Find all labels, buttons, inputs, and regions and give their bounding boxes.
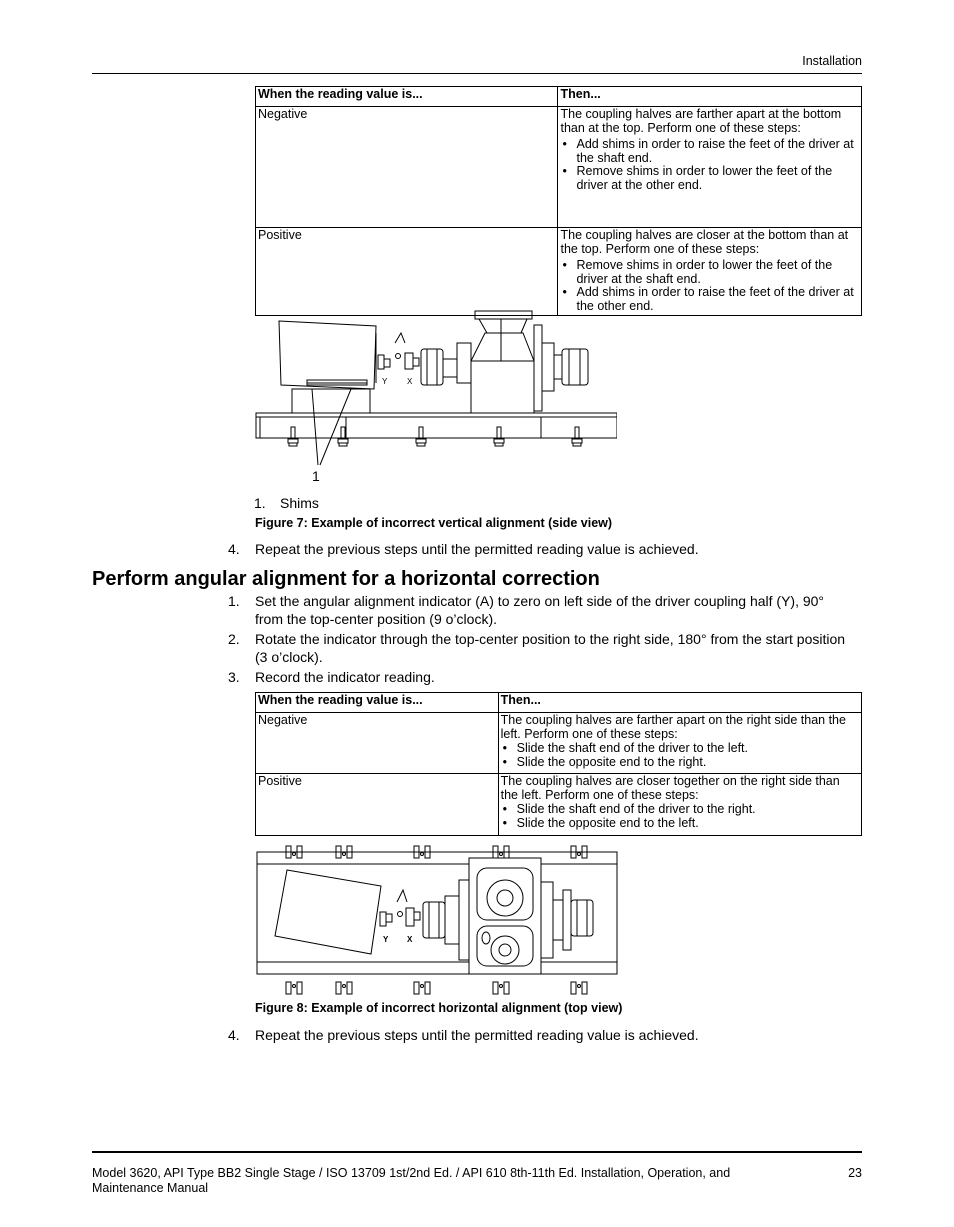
step-text: Repeat the previous steps until the permitted reading value is achieved.: [255, 541, 699, 557]
table-header-row: [256, 693, 862, 713]
list-item: • Slide the opposite end to the left.: [501, 817, 859, 831]
step-number: 4.: [228, 541, 240, 557]
callout-number: 1: [312, 468, 320, 484]
footer-rule: [92, 1151, 862, 1153]
legend-number: 1.: [254, 495, 266, 511]
action-cell: [498, 774, 861, 836]
motor-body: [275, 870, 381, 954]
motor-body: [279, 321, 376, 389]
reading-value-cell: Positive: [256, 228, 558, 316]
step-text: Repeat the previous steps until the permitted reading value is achieved.: [255, 1027, 699, 1043]
table-header-row: [256, 87, 862, 107]
table-row: [256, 774, 862, 836]
coupling-label-y: Y: [382, 377, 388, 386]
table-row: [256, 713, 862, 774]
list-item: • Slide the shaft end of the driver to the right.: [501, 803, 859, 817]
coupling-label-x: X: [407, 935, 413, 944]
list-item: • Remove shims in order to lower the feet of the driver at the shaft end.: [560, 259, 859, 286]
pump-casing: [471, 361, 534, 413]
page-number: 23: [848, 1166, 862, 1180]
list-item: • Slide the shaft end of the driver to the left.: [501, 742, 859, 756]
figure-7-legend: [254, 494, 319, 512]
step-text: Set the angular alignment indicator (A) to zero on left side of the driver coupling half (Y), 90° from the top-center position (9 o’clock).: [255, 593, 825, 627]
action-list: [501, 803, 859, 830]
step-item: [228, 1026, 848, 1044]
figure-8-caption: Figure 8: Example of incorrect horizontal alignment (top view): [255, 1001, 623, 1015]
coupling-label-x: X: [407, 377, 413, 386]
step-number: 3.: [228, 669, 240, 685]
action-intro: The coupling halves are farther apart on the right side than the left. Perform one of these steps:: [500, 713, 846, 741]
step-number: 4.: [228, 1027, 240, 1043]
reading-value-cell: Negative: [256, 107, 558, 228]
step-item: [228, 592, 848, 628]
horizontal-reading-table: [255, 692, 862, 836]
column-header-then: Then...: [498, 693, 861, 713]
section-heading: Perform angular alignment for a horizontal correction: [92, 568, 600, 590]
figure-8-top-view-drawing: [255, 842, 619, 998]
reading-value-cell: Negative: [256, 713, 499, 774]
action-intro: The coupling halves are closer at the bottom than at the top. Perform one of these steps:: [560, 228, 849, 256]
list-item: • Add shims in order to raise the feet of the driver at the shaft end.: [560, 138, 859, 165]
column-header-then: Then...: [558, 87, 862, 107]
column-header-value: When the reading value is...: [256, 87, 558, 107]
header-rule: [92, 73, 862, 74]
list-item: • Slide the opposite end to the right.: [501, 756, 859, 770]
step-number: 1.: [228, 593, 240, 609]
motor-pedestal: [292, 389, 370, 413]
step-item: [228, 668, 848, 686]
step-text: Rotate the indicator through the top-center position to the right side, 180° from the start position (3 o’clock).: [255, 631, 846, 665]
anchor-bolts-bottom: [286, 982, 587, 994]
step-number: 2.: [228, 631, 240, 647]
table-row: [256, 107, 862, 228]
legend-text: Shims: [280, 495, 319, 511]
footer-manual-title: Model 3620, API Type BB2 Single Stage / ISO 13709 1st/2nd Ed. / API 610 8th-11th Ed. Installation, Operation, and Maintenance Manual: [92, 1166, 731, 1195]
action-intro: The coupling halves are farther apart at the bottom than at the top. Perform one of these steps:: [560, 107, 842, 135]
column-header-value: When the reading value is...: [256, 693, 499, 713]
action-cell: [498, 713, 861, 774]
reading-value-cell: Positive: [256, 774, 499, 836]
step-item: [228, 630, 848, 666]
figure-7-caption: Figure 7: Example of incorrect vertical alignment (side view): [255, 516, 613, 530]
list-item: • Add shims in order to raise the feet of the driver at the other end.: [560, 286, 859, 313]
figure-7-side-view-drawing: [255, 303, 617, 485]
step-text: Record the indicator reading.: [255, 669, 435, 685]
action-cell: [558, 107, 862, 228]
step-item: [228, 540, 848, 558]
header-section-label: Installation: [802, 54, 862, 68]
vertical-reading-table: [255, 86, 862, 316]
action-intro: The coupling halves are closer together on the right side than the left. Perform one of these steps:: [500, 774, 840, 802]
coupling-label-y: Y: [383, 935, 389, 944]
action-list: [501, 742, 859, 769]
list-item: • Remove shims in order to lower the feet of the driver at the other end.: [560, 165, 859, 192]
action-list: [560, 138, 859, 192]
